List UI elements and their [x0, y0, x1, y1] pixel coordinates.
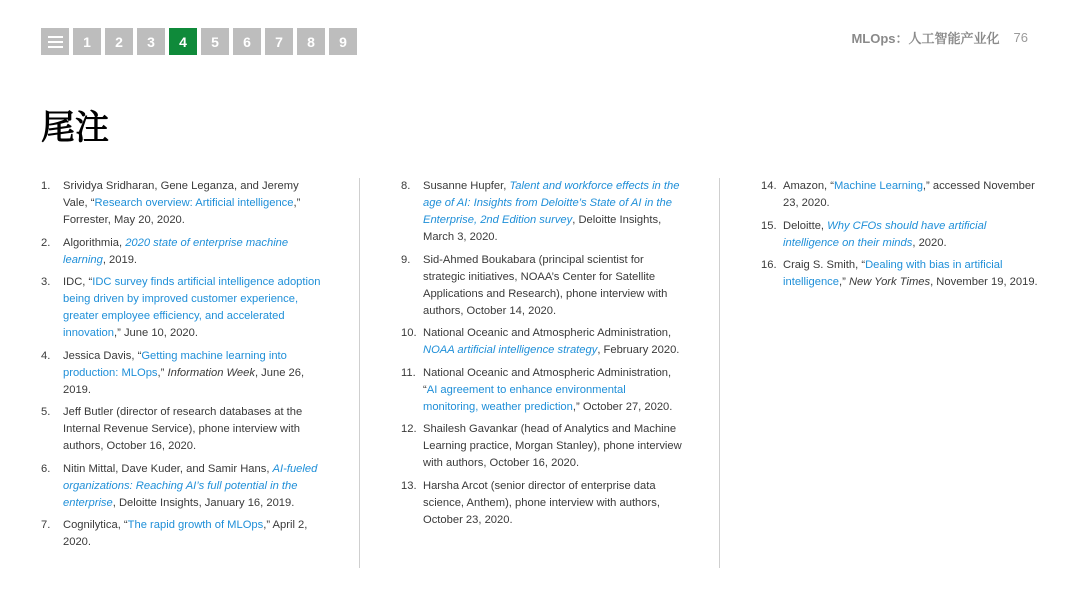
chapter-tab-7[interactable]: 7 [265, 28, 293, 55]
endnote-link[interactable]: The rapid growth of MLOps [127, 519, 264, 531]
endnote-text: , 2020. [912, 236, 947, 249]
column-divider [359, 178, 360, 568]
chapter-tab-2[interactable]: 2 [105, 28, 133, 55]
endnote-item [761, 218, 1043, 252]
endnote-number: 12. [401, 423, 417, 435]
endnote-link[interactable]: IDC survey finds artificial intelligence adoption being driven by improved customer experience, greater employee efficiency, and accelerated innovation [63, 276, 321, 339]
endnote-item [401, 325, 683, 359]
endnote-item [401, 178, 683, 246]
endnote-text: , February 2020. [597, 344, 680, 356]
endnote-link[interactable]: Talent and workforce effects in the age of AI: Insights from Deloitte’s State of AI in the Enterprise, 2nd Edition survey [423, 180, 680, 226]
endnote-link[interactable]: AI agreement to enhance environmental monitoring, weather prediction [423, 383, 626, 413]
endnotes-column-1 [41, 178, 321, 557]
endnote-link[interactable]: AI-fueled organizations: Reaching AI’s full potential in the enterprise [63, 462, 318, 509]
endnote-text: ,” accessed November 23, 2020. [783, 180, 1035, 209]
endnote-number: 14. [761, 180, 777, 192]
endnote-link[interactable]: Research overview: Artificial intelligence [94, 197, 294, 209]
endnote-number: 7. [41, 519, 51, 531]
page-number: 76 [1013, 30, 1028, 45]
column-divider [719, 178, 720, 568]
endnote-text: Shailesh Gavankar (head of Analytics and Machine Learning practice, Morgan Stanley), phone interview with authors, October 16, 2020. [423, 423, 682, 469]
endnote-text: , Deloitte Insights, March 3, 2020. [423, 214, 662, 243]
endnote-text: ,” June 10, 2020. [114, 327, 198, 339]
endnote-text: Sid-Ahmed Boukabara (principal scientist for strategic initiatives, NOAA’s Center for Satellite Applications and Research), phone interview with authors, October 14, 2020. [423, 253, 668, 317]
endnote-text: , November 19, 2019. [930, 276, 1038, 288]
endnote-text: ,” Forrester, May 20, 2020. [63, 197, 301, 226]
endnote-link[interactable]: 2020 state of enterprise machine learning [63, 236, 289, 266]
endnote-text: National Oceanic and Atmospheric Administration, [423, 327, 672, 339]
menu-button[interactable] [41, 28, 69, 55]
endnote-text: , 2019. [102, 253, 138, 266]
endnotes-column-3 [761, 178, 1043, 297]
chapter-tab-3[interactable]: 3 [137, 28, 165, 55]
endnote-text: National Oceanic and Atmospheric Administration, “ [423, 366, 672, 396]
endnote-text: , June 26, 2019. [63, 366, 305, 396]
endnote-number: 15. [761, 219, 777, 232]
endnote-number: 10. [401, 327, 417, 339]
endnote-italic-text: New York Times [848, 276, 931, 288]
page-header [851, 28, 1028, 47]
chapter-nav-items [73, 28, 357, 55]
endnote-text: Nitin Mittal, Dave Kuder, and Samir Hans, [63, 462, 273, 475]
endnote-text: Susanne Hupfer, [423, 180, 510, 192]
endnote-item [41, 517, 321, 551]
endnote-item [41, 235, 321, 269]
endnote-number: 4. [41, 349, 51, 362]
endnote-text: Craig S. Smith, “ [783, 259, 866, 271]
endnote-italic-text: Information Week [167, 366, 255, 379]
endnote-text: Jessica Davis, “ [63, 349, 142, 362]
endnote-number: 3. [41, 276, 51, 288]
endnote-number: 5. [41, 406, 51, 418]
endnote-link[interactable]: NOAA artificial intelligence strategy [423, 344, 598, 356]
endnote-text: Srividya Sridharan, Gene Leganza, and Jeremy Vale, “ [63, 180, 299, 209]
endnote-number: 6. [41, 462, 51, 475]
endnote-number: 13. [401, 479, 417, 492]
endnote-item [401, 365, 683, 416]
chapter-tab-5[interactable]: 5 [201, 28, 229, 55]
endnote-text: , Deloitte Insights, January 16, 2019. [112, 496, 295, 509]
endnote-item [41, 274, 321, 342]
endnote-text: Cognilytica, “ [63, 519, 128, 531]
endnote-text: IDC, “ [63, 276, 93, 288]
endnote-item [401, 478, 683, 529]
endnote-item [41, 348, 321, 399]
chapter-tab-6[interactable]: 6 [233, 28, 261, 55]
endnote-item [401, 252, 683, 320]
endnote-link[interactable]: Why CFOs should have artificial intelligence on their minds [783, 219, 987, 249]
menu-icon [48, 36, 63, 48]
endnote-text: Deloitte, [783, 219, 828, 232]
endnote-link[interactable]: Machine Learning [833, 180, 923, 192]
endnotes-column-2 [401, 178, 683, 534]
endnote-text: ,” [838, 276, 849, 288]
endnote-item [761, 257, 1043, 291]
chapter-nav [41, 28, 357, 55]
endnote-number: 11. [401, 366, 416, 379]
endnote-number: 9. [401, 253, 411, 266]
endnote-text: Harsha Arcot (senior director of enterprise data science, Anthem), phone interview with authors, October 23, 2020. [423, 479, 660, 526]
endnote-number: 8. [401, 180, 411, 192]
endnote-text: ,” April 2, 2020. [63, 519, 308, 548]
page-title: 尾注 [41, 108, 109, 148]
endnote-number: 2. [41, 236, 51, 249]
endnote-item [41, 178, 321, 229]
endnote-text: Algorithmia, [63, 236, 126, 249]
endnote-link[interactable]: Getting machine learning into production: MLOps [63, 349, 287, 379]
chapter-tab-1[interactable]: 1 [73, 28, 101, 55]
endnote-text: Amazon, “ [783, 180, 834, 192]
document-title: MLOps：人工智能产业化 [851, 31, 1000, 46]
endnote-text: ,” [157, 366, 168, 379]
endnote-text: Jeff Butler (director of research databases at the Internal Revenue Service), phone interview with authors, October 16, 2020. [63, 406, 303, 452]
endnote-item [41, 461, 321, 512]
endnote-number: 16. [761, 259, 777, 271]
chapter-tab-4[interactable]: 4 [169, 28, 197, 55]
endnote-item [401, 421, 683, 472]
chapter-tab-8[interactable]: 8 [297, 28, 325, 55]
endnote-item [761, 178, 1043, 212]
chapter-tab-9[interactable]: 9 [329, 28, 357, 55]
endnote-link[interactable]: Dealing with bias in artificial intelligence [783, 259, 1003, 288]
endnote-number: 1. [41, 180, 51, 192]
endnote-item [41, 404, 321, 455]
endnote-text: ,” October 27, 2020. [572, 400, 673, 413]
